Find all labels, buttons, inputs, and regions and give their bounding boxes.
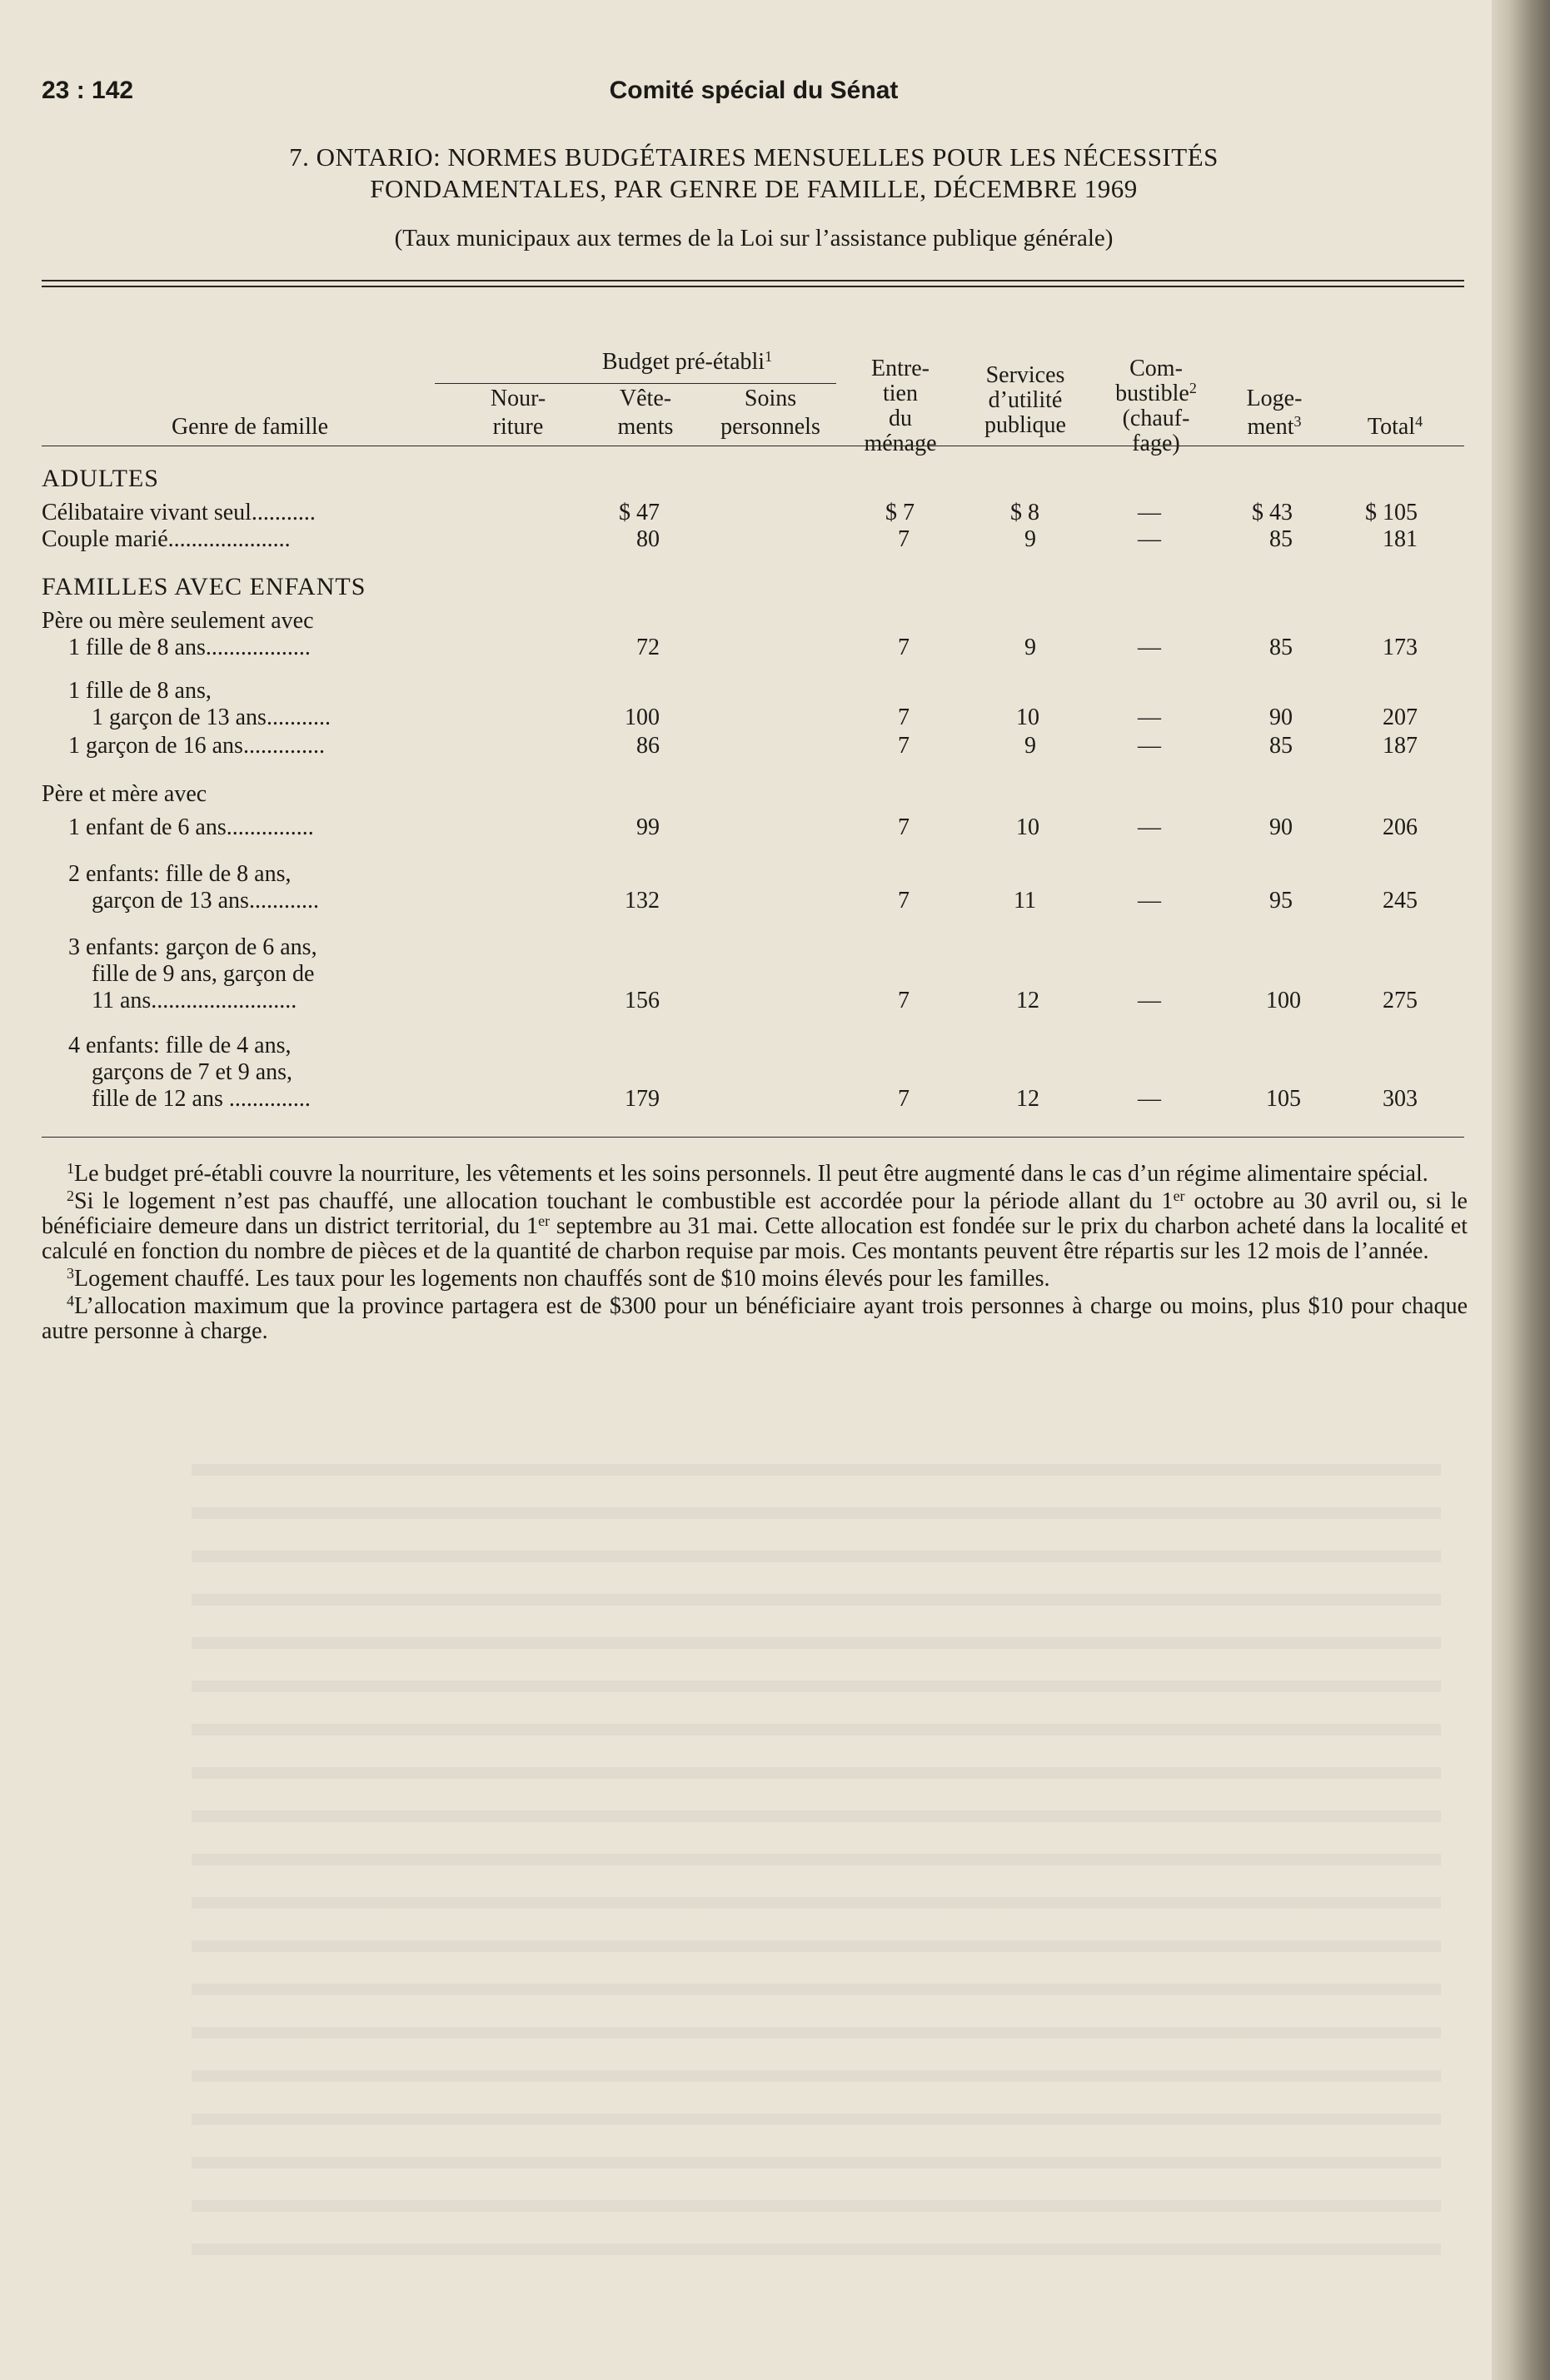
table-subtitle: (Taux municipaux aux termes de la Loi sur l’assistance publique générale) <box>394 225 1114 251</box>
table-bottom-rule <box>42 1137 1464 1138</box>
cell-total: 303 <box>1383 1086 1418 1112</box>
cell-logement: 100 <box>1266 988 1301 1013</box>
footnote-2: $^2$Si le logement n’est pas chauffé, une allocation touchant le combustible est accordée pour la période allant du 1er octobre au 30 avril ou, si le bénéficiaire demeure dans un district territorial, du 1er septembre au 31 mai. Cette allocation est fondée sur le prix du charbon acheté dans la localité et calculé en fonction du nombre de pièces et de la quantité de charbon requise par mois. Ces montants peuvent être répartis sur les 12 mois de l’année. <box>42 1188 1468 1264</box>
row-label: 1 garçon de 16 ans.............. <box>68 733 325 759</box>
cell-nourriture: $ 47 <box>619 500 660 525</box>
cell-services: 9 <box>1024 526 1036 552</box>
cell-logement: 85 <box>1269 635 1293 660</box>
cell-combustible: — <box>1138 814 1161 840</box>
cell-nourriture: 179 <box>625 1086 660 1112</box>
row-label-line-3: fille de 12 ans .............. <box>92 1086 311 1112</box>
cell-logement: 90 <box>1269 814 1293 840</box>
row-label-line-2: garçons de 7 et 9 ans, <box>92 1059 293 1085</box>
header-soins-personnels: Soins personnels <box>720 386 820 440</box>
running-head: Comité spécial du Sénat <box>609 77 899 104</box>
cell-nourriture: 156 <box>625 988 660 1013</box>
header-budget-group: Budget pré-établi$^1$ <box>601 348 773 375</box>
cell-nourriture: 86 <box>636 733 660 759</box>
budget-group-rule <box>435 383 836 384</box>
cell-logement: 105 <box>1266 1086 1301 1112</box>
header-entretien: Entre- tien du ménage <box>864 356 937 456</box>
cell-combustible: — <box>1138 988 1161 1013</box>
row-label-line-2: garçon de 13 ans............ <box>92 888 319 914</box>
header-services: Services d’utilité publique <box>984 362 1066 438</box>
top-rule-2 <box>42 286 1464 287</box>
cell-total: 275 <box>1383 988 1418 1013</box>
row-label-line-1: 4 enfants: fille de 4 ans, <box>68 1033 292 1058</box>
cell-logement: 85 <box>1269 526 1293 552</box>
cell-combustible: — <box>1138 705 1161 730</box>
cell-nourriture: 132 <box>625 888 660 914</box>
table-title-line-1: 7. ONTARIO: NORMES BUDGÉTAIRES MENSUELLES POUR LES NÉCESSITÉS <box>289 142 1219 172</box>
row-label-line-3: 11 ans......................... <box>92 988 297 1013</box>
row-label: 1 fille de 8 ans.................. <box>68 635 311 660</box>
row-label: Couple marié..................... <box>42 526 291 552</box>
group-label: Père ou mère seulement avec <box>42 608 314 634</box>
cell-logement: $ 43 <box>1252 500 1293 525</box>
top-rule-1 <box>42 280 1464 281</box>
cell-services: $ 8 <box>1010 500 1039 525</box>
cell-entretien: $ 7 <box>885 500 915 525</box>
cell-entretien: 7 <box>898 888 910 914</box>
header-logement: Loge- ment$^3$ <box>1246 386 1303 440</box>
cell-total: 181 <box>1383 526 1418 552</box>
cell-total: $ 105 <box>1365 500 1418 525</box>
cell-total: 187 <box>1383 733 1418 759</box>
footnotes <box>42 1162 1468 1347</box>
cell-entretien: 7 <box>898 705 910 730</box>
cell-combustible: — <box>1138 733 1161 759</box>
header-combustible: Com- bustible$^2$ (chauf- fage) <box>1115 356 1197 456</box>
cell-entretien: 7 <box>898 635 910 660</box>
cell-nourriture: 80 <box>636 526 660 552</box>
row-label-line-1: 3 enfants: garçon de 6 ans, <box>68 934 317 960</box>
page-header <box>42 77 1466 110</box>
row-label: Célibataire vivant seul........... <box>42 500 316 525</box>
cell-combustible: — <box>1138 1086 1161 1112</box>
page-binding-shadow <box>1492 0 1550 2380</box>
cell-services: 9 <box>1024 635 1036 660</box>
cell-combustible: — <box>1138 635 1161 660</box>
section-adultes: ADULTES <box>42 465 159 492</box>
show-through-texture <box>192 1432 1441 2265</box>
group-label: Père et mère avec <box>42 781 207 807</box>
header-total: Total$^4$ <box>1367 413 1423 440</box>
cell-nourriture: 72 <box>636 635 660 660</box>
cell-nourriture: 100 <box>625 705 660 730</box>
cell-logement: 95 <box>1269 888 1293 914</box>
row-label-line-1: 2 enfants: fille de 8 ans, <box>68 861 292 887</box>
cell-total: 206 <box>1383 814 1418 840</box>
row-label-line-1: 1 fille de 8 ans, <box>68 678 212 704</box>
footnote-1: $^1$Le budget pré-établi couvre la nourriture, les vêtements et les soins personnels. Il peut être augmenté dans le cas d’un régime alimentaire spécial. <box>67 1160 1428 1187</box>
cell-logement: 90 <box>1269 705 1293 730</box>
row-label-line-2: fille de 9 ans, garçon de <box>92 961 315 987</box>
table-title <box>42 142 1466 205</box>
cell-total: 173 <box>1383 635 1418 660</box>
page-number: 23 : 142 <box>42 77 134 104</box>
cell-services: 11 <box>1014 888 1036 914</box>
cell-combustible: — <box>1138 500 1161 525</box>
cell-services: 12 <box>1016 988 1039 1013</box>
cell-nourriture: 99 <box>636 814 660 840</box>
cell-services: 10 <box>1016 814 1039 840</box>
row-label: 1 enfant de 6 ans............... <box>68 814 314 840</box>
cell-services: 12 <box>1016 1086 1039 1112</box>
cell-entretien: 7 <box>898 1086 910 1112</box>
header-vetements: Vête- ments <box>617 386 674 440</box>
cell-services: 9 <box>1024 733 1036 759</box>
section-familles: FAMILLES AVEC ENFANTS <box>42 573 366 600</box>
cell-logement: 85 <box>1269 733 1293 759</box>
header-genre: Genre de famille <box>171 414 329 440</box>
footnote-4: $^4$L’allocation maximum que la province partagera est de $300 pour un bénéficiaire ayant trois personnes à charge ou moins, plus $10 pour chaque autre personne à charge. <box>42 1292 1468 1344</box>
header-nourriture: Nour- riture <box>490 386 546 440</box>
cell-entretien: 7 <box>898 814 910 840</box>
cell-services: 10 <box>1016 705 1039 730</box>
cell-total: 207 <box>1383 705 1418 730</box>
cell-combustible: — <box>1138 526 1161 552</box>
footnote-3: $^3$Logement chauffé. Les taux pour les logements non chauffés sont de $10 moins élevés pour les familles. <box>67 1265 1050 1292</box>
cell-total: 245 <box>1383 888 1418 914</box>
cell-combustible: — <box>1138 888 1161 914</box>
cell-entretien: 7 <box>898 733 910 759</box>
row-label-line-2: 1 garçon de 13 ans........... <box>92 705 331 730</box>
table-title-line-2: FONDAMENTALES, PAR GENRE DE FAMILLE, DÉCEMBRE 1969 <box>370 174 1138 203</box>
cell-entretien: 7 <box>898 526 910 552</box>
cell-entretien: 7 <box>898 988 910 1013</box>
